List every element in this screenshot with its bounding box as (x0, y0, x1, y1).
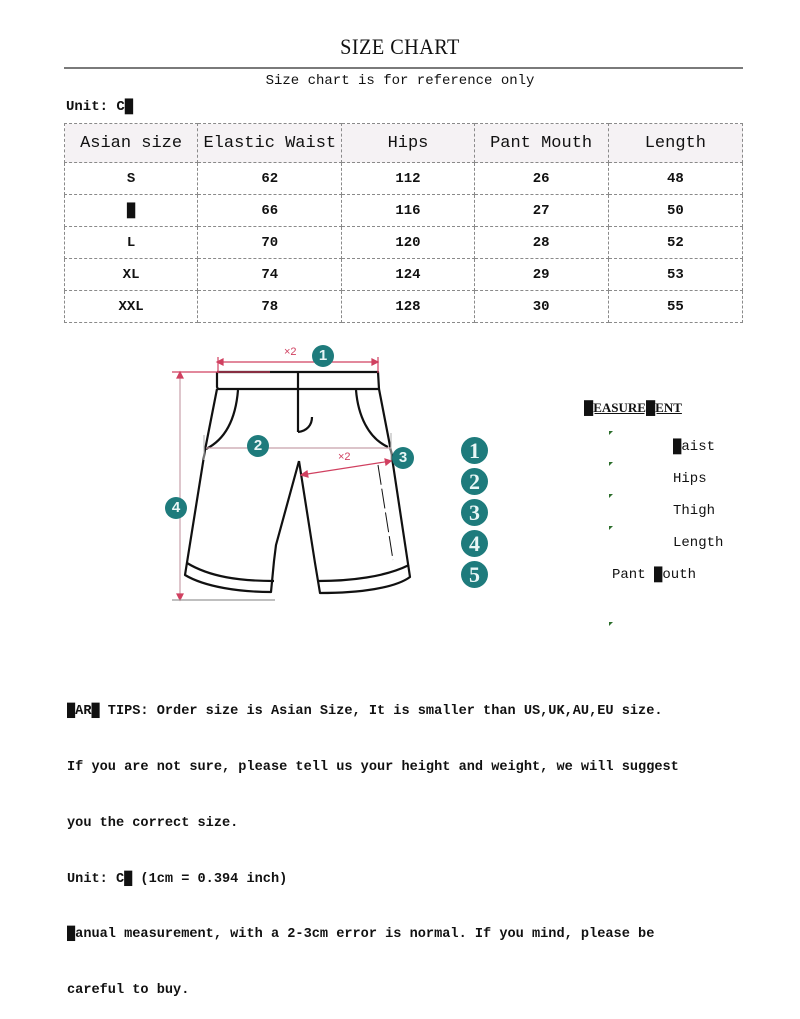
cell-pant-mouth: 30 (474, 291, 608, 323)
cell-size: L (65, 227, 198, 259)
table-row (65, 163, 743, 195)
cell-pant-mouth: 26 (474, 163, 608, 195)
bullet-icon (609, 526, 613, 530)
cell-hips: 124 (342, 259, 474, 291)
title-divider (64, 67, 743, 69)
measurement-item-waist: █aist (673, 439, 716, 455)
bullet-icon (609, 622, 613, 626)
table-row (65, 195, 743, 227)
legend-number-3-icon: 3 (461, 499, 488, 526)
page-title: SIZE CHART (340, 34, 460, 59)
legend-number-1-icon: 1 (461, 437, 488, 464)
shorts-outline-icon (160, 335, 430, 610)
cell-size: XXL (65, 291, 198, 323)
cell-hips: 116 (342, 195, 474, 227)
table-row (65, 259, 743, 291)
marker-2-badge: 2 (247, 435, 269, 457)
measurement-item-thigh: Thigh (673, 503, 716, 519)
cell-hips: 112 (342, 163, 474, 195)
measurement-item-pant-mouth: Pant █outh (612, 567, 697, 583)
cell-waist: 62 (198, 163, 342, 195)
cell-length: 52 (608, 227, 742, 259)
column-header-elastic-waist: Elastic Waist (198, 124, 342, 163)
cell-pant-mouth: 29 (474, 259, 608, 291)
legend-number-4-icon: 4 (461, 530, 488, 557)
column-header-length: Length (608, 124, 742, 163)
cell-size: S (65, 163, 198, 195)
legend-number-2-icon: 2 (461, 468, 488, 495)
tips-line: █AR█ TIPS: Order size is Asian Size, It is smaller than US,UK,AU,EU size. (67, 704, 663, 720)
legend-number-5-icon: 5 (461, 561, 488, 588)
table-row (65, 291, 743, 323)
column-header-asian-size: Asian size (65, 124, 198, 163)
table-header-row (65, 124, 743, 163)
warm-tips (67, 666, 767, 1019)
column-header-pant-mouth: Pant Mouth (474, 124, 608, 163)
cell-waist: 70 (198, 227, 342, 259)
measurement-title: █EASURE█ENT (584, 400, 682, 415)
column-header-hips: Hips (342, 124, 474, 163)
cell-length: 48 (608, 163, 742, 195)
shorts-diagram (160, 335, 430, 610)
tips-line: you the correct size. (67, 815, 239, 831)
cell-waist: 66 (198, 195, 342, 227)
tips-line: Unit: C█ (1cm = 0.394 inch) (67, 871, 288, 887)
marker-1-badge: 1 (312, 345, 334, 367)
measurement-item-hips: Hips (673, 471, 707, 487)
marker-3-badge: 3 (392, 447, 414, 469)
cell-size: █ (65, 195, 198, 227)
bullet-icon (609, 431, 613, 435)
thigh-multiplier-label: ×2 (338, 451, 351, 463)
cell-pant-mouth: 28 (474, 227, 608, 259)
bullet-icon (609, 494, 613, 498)
cell-size: XL (65, 259, 198, 291)
marker-4-badge: 4 (165, 497, 187, 519)
waist-multiplier-label: ×2 (284, 346, 297, 358)
table-row (65, 227, 743, 259)
subtitle: Size chart is for reference only (265, 73, 535, 89)
cell-waist: 74 (198, 259, 342, 291)
cell-length: 53 (608, 259, 742, 291)
tips-line: careful to buy. (67, 983, 190, 999)
size-table (64, 123, 743, 323)
cell-length: 55 (608, 291, 742, 323)
bullet-icon (609, 462, 613, 466)
unit-label: Unit: C█ (66, 99, 134, 115)
cell-waist: 78 (198, 291, 342, 323)
measurement-item-length: Length (673, 535, 724, 551)
tips-line: █anual measurement, with a 2-3cm error is normal. If you mind, please be (67, 927, 655, 943)
cell-hips: 120 (342, 227, 474, 259)
cell-pant-mouth: 27 (474, 195, 608, 227)
cell-length: 50 (608, 195, 742, 227)
cell-hips: 128 (342, 291, 474, 323)
tips-line: If you are not sure, please tell us your height and weight, we will suggest (67, 759, 679, 775)
